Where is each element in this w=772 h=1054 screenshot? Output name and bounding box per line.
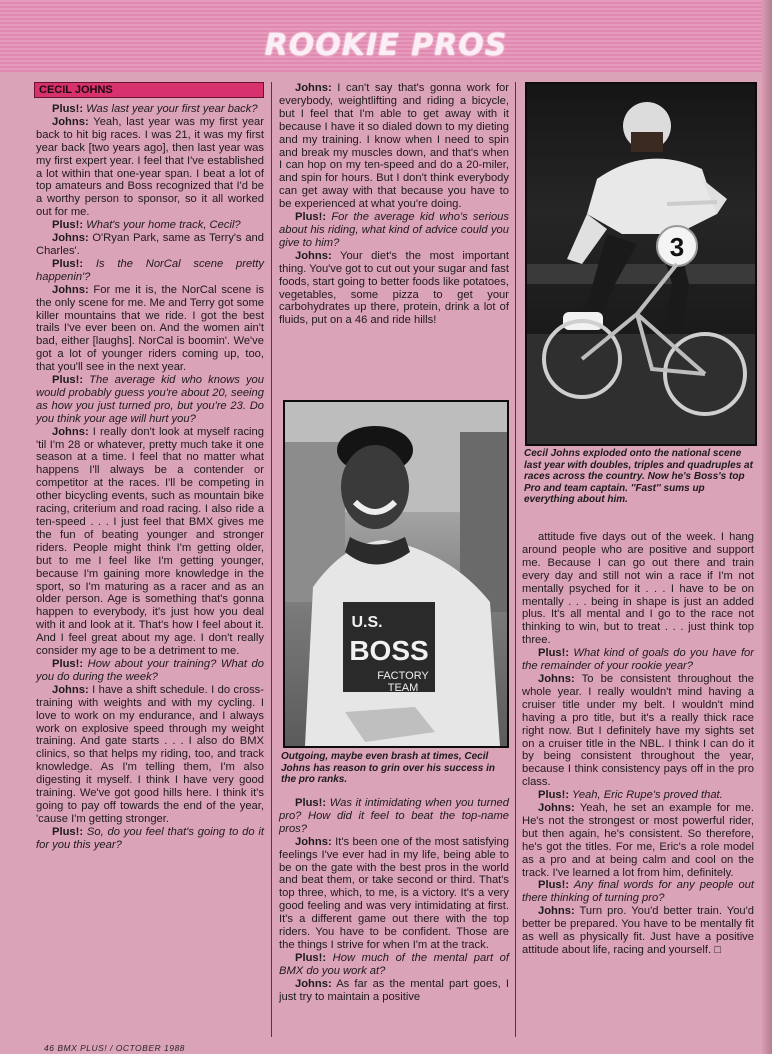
speaker-label: Plus!: [295,211,327,224]
paragraph-text: Yeah, last year was my first year back to hit big races. I was 21, it was my first year back [two years ago], then last year was my first expert year. I feel that I've established a lot within that one-year span. I beat a lot of top amateurs and Boss recognized that I'd be a worthy person to sponsor, so it all worked out for me. [36,115,264,219]
speaker-label: Johns: [52,683,89,696]
speaker-label: Plus!: [52,257,84,270]
speaker-label: Plus!: [295,951,327,964]
paragraph-text: Any final words for any people out there thinking of turning pro? [522,879,754,905]
binding-edge [762,0,772,1054]
speaker-label: Plus!: [52,219,84,232]
speaker-label: Plus!: [295,797,327,809]
column-2-top [279,82,509,327]
interview-answer [36,284,264,374]
speaker-label: Plus!: [538,647,570,660]
column-rule-2 [515,82,516,1037]
paragraph-text: I can't say that's gonna work for everybody, weightlifting and riding a bicycle, but I feel that I'm able to get away with it because I have it so dialed down to my dieting and my training. I know when I need to spin and break my muscles down, and that's when I can hop on my ten-speed and do a 20-miler, and spin for hours. But I don't think everybody can get away with that because you have to be experienced at what you're doing. [279,82,509,211]
interview-question [36,374,264,426]
speaker-label: Johns: [295,82,332,94]
speaker-label: Johns: [52,115,89,128]
rider-name-bar [34,82,264,98]
column-2-bottom [279,797,509,1004]
speaker-label: Plus!: [52,657,84,670]
paragraph-text: Your diet's the most important thing. You've got to cut out your sugar and fast foods, start going to better foods like potatoes, vegetables, some pizza to get your carbohydrates up there, protein, drink a lot of fluids, put on a 46 and ride hills! [279,249,509,327]
interview-answer [36,684,264,826]
paragraph-text: To be consistent throughout the whole year. I really wouldn't mind having a cruiser title under my belt. I wouldn't mind having a pro title, but it's a really thick race right now. But I definitely have my sights set on a cruiser title in the NBL. I think I can do it by being consistent throughout the year, because I think consistency pays off in the pro class. [522,672,754,789]
interview-question [522,789,754,802]
column-3 [522,531,754,957]
paragraph-text: How much of the mental part of BMX do you work at? [279,951,509,977]
shirt-text-us: U.S. [351,614,383,631]
interview-answer [36,116,264,219]
speaker-label: Plus!: [52,825,84,838]
shirt-text-boss: BOSS [349,635,429,666]
column-rule-1 [271,82,272,1037]
paragraph-text: Was last year your first year back? [83,103,258,115]
speaker-label: Johns: [295,977,332,990]
interview-question [522,879,754,905]
rider-name: CECIL JOHNS [39,84,113,96]
speaker-label: Johns: [538,802,575,815]
interview-question [36,219,264,232]
speaker-label: Johns: [295,835,332,848]
interview-answer [36,426,264,658]
speaker-label: Plus!: [538,879,570,892]
paragraph-text: attitude five days out of the week. I hang around people who are positive and support me. Because I can go out there and train every day and still not win a race if I'm not mentally psyched for it . . . I have to be on mentally . . . being in shape is just an added plus. It's all mental and I go to the race not thinking to win, but to treat . . . just think top three. [522,531,754,647]
interview-question [522,647,754,673]
paragraph-text: It's been one of the most satisfying feelings I've ever had in my life, being able to be on the gate with the best pros in the world and beat them, or take second or third. That's top three, which, to me, is a victory. It's a very good feeling and was very intimidating at first. It's a different game out there with the top riders. You have to be confident. Those are the things I strive for when I'm at the track. [279,835,509,951]
paragraph-text: What's your home track, Cecil? [83,219,241,232]
paragraph-text: Yeah, he set an example for me. He's not the strongest or most powerful rider, but then again, he's consistent. So therefore, he's got the titles. For me, Eric's a role model as a pro and at being calm and cool on the track. I've learned a lot from him, definitely. [522,802,754,879]
speaker-label: Plus!: [52,374,84,387]
photo1-caption: Cecil Johns exploded onto the national scene last year with doubles, triples and quadruples at races across the country. Now he's Boss's top Pro and team captain. ''Fast'' sums up everything about him. [524,448,753,506]
speaker-label: Plus!: [52,103,84,115]
speaker-label: Johns: [538,672,575,685]
speaker-label: Plus!: [538,789,570,802]
paragraph-text: Turn pro. You'd better train. You'd better be prepared. You have to be mentally fit as well as physically fit. Just have a positive attitude about life, racing and yourself. □ [522,905,754,956]
column-1 [36,103,264,852]
speaker-label: Johns: [538,905,575,918]
interview-question [279,211,509,250]
paragraph-text: Yeah, Eric Rupe's proved that. [569,789,723,802]
interview-question [279,797,509,836]
interview-answer [36,232,264,258]
page-footer: 46 BMX PLUS! / OCTOBER 1988 [44,1043,185,1053]
paragraph-text: How about your training? What do you do during the week? [36,657,264,683]
number-plate: 3 [669,232,685,262]
interview-answer [522,531,754,647]
interview-question [36,258,264,284]
paragraph-text: What kind of goals do you have for the remainder of your rookie year? [522,647,754,673]
shirt-text-factory: FACTORY [377,670,429,682]
rider-bike-photo [525,82,757,446]
speaker-label: Johns: [295,249,332,262]
interview-question [36,658,264,684]
paragraph-text: So, do you feel that's going to do it for you this year? [36,825,264,851]
paragraph-text: I have a shift schedule. I do cross-training with weights and with my cycling. I love to work on my endurance, and I always work on explosive speed through my weight training. And gate starts . . . I also do BMX clinics, so that helps my riding, too, and track knowledge. As I'm telling them, I'm also digesting it myself. I think I have very good training. We've got good hills here. I think it's going to pay off towards the end of the year, 'cause I'm getting stronger. [36,683,264,825]
interview-answer [279,250,509,327]
speaker-label: Johns: [52,232,89,245]
paragraph-text: O'Ryan Park, same as Terry's and Charles'. [36,232,264,257]
paragraph-text: Was it intimidating when you turned pro? How did it feel to beat the top-name pros? [279,797,509,835]
speaker-label: Johns: [52,283,89,296]
interview-question [279,952,509,978]
interview-answer [522,673,754,789]
interview-answer [522,905,754,957]
photo2-caption: Outgoing, maybe even brash at times, Cecil Johns has reason to grin over his success in the pro ranks. [281,751,495,786]
interview-answer [279,836,509,952]
paragraph-text: The average kid who knows you would probably guess you're about 20, seeing as how you just turned pro, but you're 23. Do you think your age will hurt you? [36,374,264,425]
interview-question [36,103,264,116]
interview-answer [279,978,509,1004]
paragraph-text: For the average kid who's serious about his riding, what kind of advice could you give to him? [279,211,509,249]
interview-answer [279,82,509,211]
portrait-illustration [285,402,507,746]
speaker-label: Johns: [52,425,89,438]
shirt-text-team: TEAM [387,682,419,694]
paragraph-text: Is the NorCal scene pretty happenin'? [36,257,264,283]
section-title: ROOKIE PROS [264,28,508,63]
paragraph-text: I really don't look at myself racing 'til I'm 28 or whatever, pretty much take it one season at a time. I feel that no matter what happens I'll always be a contender or competitor at the races. I'll be competing in other bicycling events, such as mountain bike racing, criterium and road racing. I also ride a ten-speed . . . I just feel that BMX gives me the fun of beating younger and stronger riders. People might think I'm getting older, but to me I feel like I'm getting younger, because I'm gaining more knowledge in the sport, so I'm maturing as a racer and as an older person. Age is something that's gonna happen to everybody, it's just how you deal with it and look at it. That's how I feel about it. And I feel great about my age. I don't really consider my age to be a detriment to me. [36,425,264,658]
paragraph-text: For me it is, the NorCal scene is the only scene for me. Me and Terry got some killer mountains that we ride. I got the best trails I've ever been on. And the women ain't bad, either [laughs]. NorCal is boomin'. We've got a lot of younger riders coming up, too, that you'll see in the next year. [36,283,264,374]
portrait-photo [283,400,509,748]
paragraph-text: As far as the mental part goes, I just try to maintain a positive [279,977,509,1003]
interview-answer [522,802,754,879]
rider-bike-illustration [527,84,755,444]
interview-question [36,826,264,852]
